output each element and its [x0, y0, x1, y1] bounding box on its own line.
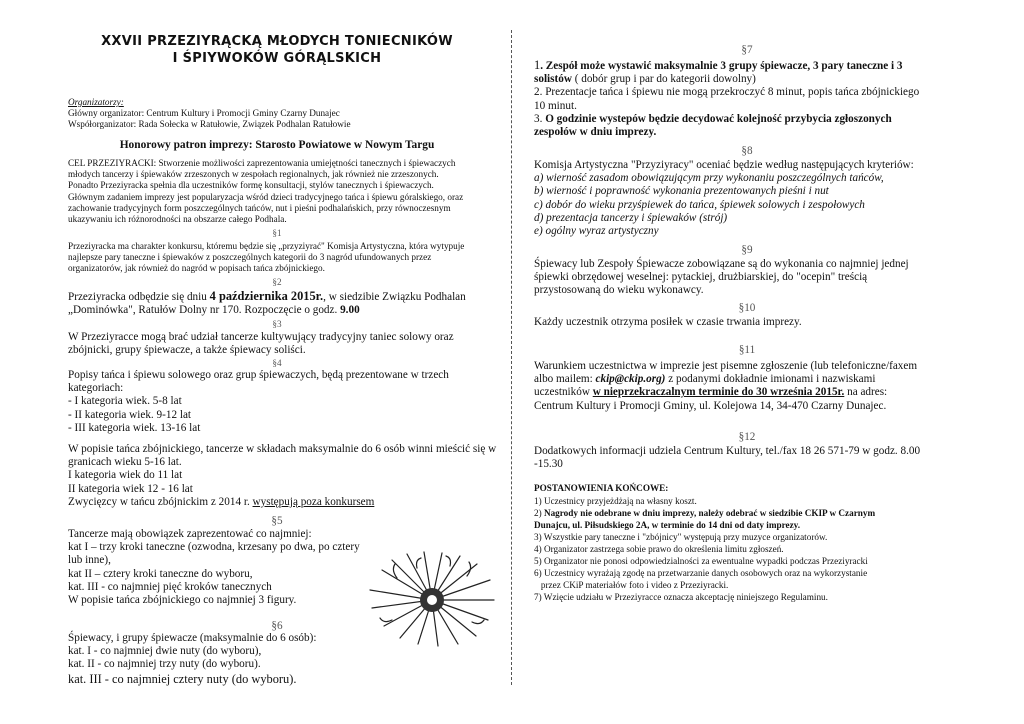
s11-text-d: na adres: [844, 386, 888, 399]
zboj-line: granicach wieku 5-16 lat. [68, 456, 182, 469]
s6-line: Śpiewacy, i grupy śpiewacze (maksymalnie do 6 osób): [68, 632, 317, 644]
s7-point-1: . Zespół może wystawić maksymalnie 3 grupy śpiewacze, 3 pary taneczne i 3 [540, 60, 903, 72]
winners-underlined: występują poza konkursem [252, 495, 375, 508]
section-8-heading: §8 [741, 145, 753, 157]
section-7-text [534, 59, 919, 139]
s7-soloists: solistów [534, 73, 572, 86]
s9-line: Śpiewacy lub Zespoły Śpiewacze zobowiązane są do wykonania co najmniej jednej [534, 258, 909, 270]
final-item: 7) Wzięcie udziału w Przeziyracce oznacza akceptację niniejszego Regulaminu. [534, 592, 828, 602]
s4-line: - I kategoria wiek. 5-8 lat [68, 395, 182, 408]
goal-line: ukazywaniu ich różnorodności na obszarze całego Podhala. [68, 214, 287, 225]
s8-item: d) prezentacja tancerzy i śpiewaków (strój) [534, 211, 728, 224]
s5-line: lub inne), [68, 554, 111, 567]
s1-line: Przeziyracka ma charakter konkursu, któremu będzie się „przyziyrać" Komisja Artystyczna, która wytypuje [68, 241, 465, 251]
s9-line: śpiewki obrzędowej weselnej: pytackiej, drużbiarskiej, do "ocepin" treścią [534, 271, 868, 284]
s11-address: Centrum Kultury i Promocji Gminy, ul. Kolejowa 14, 34-470 Czarny Dunajec. [534, 399, 887, 412]
s1-line: najlepsze pary taneczne i śpiewaków z poszczególnych kategorii do 3 nagród ufundowanych przez [68, 252, 432, 263]
s8-item: b) wierność i poprawność wykonania prezentowanych pieśni i nut [534, 185, 829, 198]
section-8-text [534, 159, 914, 238]
section-1-text [68, 241, 464, 275]
s9-line: przystosowaną do wieku wykonawcy. [534, 284, 704, 297]
final-item: 1) Uczestnicy przyjeżdżają na własny koszt. [534, 496, 697, 506]
goal-line: Ponadto Przeziyracka spełnia dla uczestników formę konsultacji, stylów tanecznych i śpiewaczych. [68, 180, 434, 191]
zboj-line: I kategoria wiek do 11 lat [68, 469, 183, 482]
start-time: 9.00 [340, 304, 360, 317]
final-item: 6) Uczestnicy wyrażają zgodę na przetwarzanie danych osobowych oraz na wykorzystanie [534, 568, 868, 578]
s7-point-1-note: ( dobór grup i par do kategorii dowolny) [571, 73, 756, 86]
s3-line: zbójnicki, grupy śpiewacze, a także śpiewacy soliści. [68, 344, 306, 357]
title-line-2: I ŚPIYWOKÓW GÓRĄLSKICH [172, 51, 382, 66]
s8-item: e) ogólny wyraz artystyczny [534, 225, 659, 238]
s11-text-b: z podanymi dokładnie imionami i nazwiskami [665, 373, 876, 386]
thistle-illustration [362, 550, 502, 648]
final-item-2-num: 2) [534, 508, 544, 518]
s7-point-3: O godzinie wystepów będzie decydować kolejność przybycia zgłoszonych [545, 112, 892, 125]
s12-line: Dodatkowych informacji udziela Centrum Kultury, tel./fax 18 26 571-79 w godz. 8.00 [534, 445, 921, 457]
s8-item: c) dobór do wieku przyśpiewek do tańca, śpiewek solowych i zespołowych [534, 198, 865, 211]
s8-item: a) wierność zasadom obowiązującym przy wykonaniu poszczególnych tańców, [534, 172, 884, 185]
s7-num: 1 [534, 58, 541, 72]
final-provisions-list [534, 495, 875, 603]
section-12-heading: §12 [738, 431, 756, 443]
zbojnicki-text [68, 443, 496, 509]
s12-line: -15.30 [534, 458, 563, 471]
section-5-text [68, 528, 360, 607]
s2-text-a: Przeziyracka odbędzie się dniu [68, 291, 210, 303]
s6-line: kat. II - co najmniej trzy nuty (do wyboru). [68, 658, 261, 671]
section-4-heading: §4 [272, 358, 282, 368]
final-item-2-cont: Dunajcu, ul. Piłsudskiego 2A, w terminie do 14 dni od daty imprezy. [534, 520, 801, 530]
section-4-text [68, 369, 449, 435]
s8-intro: Komisja Artystyczna "Przyziyracy" oceniać będzie według następujących kryteriów: [534, 159, 914, 171]
s11-text-c: uczestników [534, 386, 593, 399]
s5-line: kat I – trzy kroki taneczne (ozwodna, krzesany po dwa, po cztery [68, 541, 360, 554]
section-10-text: Każdy uczestnik otrzyma posiłek w czasie trwania imprezy. [534, 316, 802, 328]
section-6-heading: §6 [271, 620, 283, 632]
title-line-1: XXVII PRZEZIYRĄCKĄ MŁODYCH TONIECNIKÓW [101, 34, 453, 49]
co-organizer: Współorganizator: Rada Sołecka w Ratułowie, Związek Podhalan Ratułowie [68, 119, 351, 129]
goal-line: Głównym zadaniem imprezy jest popularyzacja wśród dzieci tradycyjnego tańca i śpiewu góralskiego, oraz [68, 191, 464, 202]
goal-text [68, 158, 463, 225]
main-organizer: Główny organizator: Centrum Kultury i Promocji Gminy Czarny Dunajec [68, 108, 340, 118]
section-2-text [68, 290, 466, 317]
s7-num-3: 3. [534, 112, 546, 125]
s7-line: 10 minut. [534, 99, 577, 112]
section-6-text [68, 632, 316, 687]
s5-line: W popisie tańca zbójnickiego co najmniej 3 figury. [68, 594, 297, 607]
s5-line: kat. III - co najmniej pięć kroków tanecznych [68, 580, 272, 593]
section-12-text [534, 445, 920, 471]
s4-line: kategoriach: [68, 382, 124, 395]
goal-line: CEL PRZEZIYRACKI: Stworzenie możliwości zaprezentowania umiejętności tanecznych i śpiewaczych [68, 158, 456, 168]
section-10-heading: §10 [738, 302, 756, 314]
final-provisions-title: POSTANOWIENIA KOŃCOWE: [534, 483, 669, 493]
s2-text-b: , w siedzibie Związku Podhalan [323, 291, 466, 303]
goal-line: zachowanie tradycyjnych form poszczególnych tańców, nut i pieśni podhalańskich, przy równoczesnym [68, 202, 451, 213]
s2-text-c: „Dominówka", Ratułów Dolny nr 170. Rozpoczęcie o godz. [68, 304, 341, 317]
s4-line: Popisy tańca i śpiewu solowego oraz grup śpiewaczych, będą prezentowane w trzech [68, 369, 449, 381]
final-item: 3) Wszystkie pary taneczne i "zbójnicy" występują przy muzyce organizatorów. [534, 532, 828, 542]
event-date: 4 października 2015r. [209, 289, 324, 303]
s6-line: kat. I - co najmniej dwie nuty (do wyboru), [68, 645, 262, 658]
goal-line: młodych tancerzy i śpiewaków zrzeszonych w zespołach regionalnych, jak również nie zrzeszonych. [68, 169, 439, 180]
s4-line: - II kategoria wiek. 9-12 lat [68, 408, 192, 421]
s7-line: 2. Prezentacje tańca i śpiewu nie mogą przekroczyć 8 minut, popis tańca zbójnickiego [534, 86, 920, 99]
section-9-text [534, 258, 909, 298]
final-item-2: Nagrody nie odebrane w dniu imprezy, należy odebrać w siedzibie CKIP w Czarnym [543, 508, 876, 518]
zboj-line: W popisie tańca zbójnickiego, tancerze w składach maksymalnie do 6 osób winni mieścić się w [68, 443, 497, 455]
s1-line: organizatorów, jak również do nagród w popisach tańca zbójnickiego. [68, 263, 325, 274]
column-divider [511, 30, 512, 685]
section-9-heading: §9 [741, 244, 753, 256]
honorary-patron: Honorowy patron imprezy: Starosto Powiatowe w Nowym Targu [119, 139, 435, 151]
s5-line: Tancerze mają obowiązek zaprezentować co najmniej: [68, 528, 312, 540]
zboj-line: II kategoria wiek 12 - 16 lat [68, 482, 193, 495]
section-5-heading: §5 [271, 515, 283, 527]
section-1-heading: §1 [272, 228, 282, 238]
s4-line: - III kategoria wiek. 13-16 lat [68, 421, 201, 434]
final-item: 4) Organizator zastrzega sobie prawo do określenia limitu zgłoszeń. [534, 544, 784, 554]
organizers-label: Organizatorzy: [68, 97, 124, 107]
s3-line: W Przeziyracce mogą brać udział tancerze kultywujący tradycyjny taniec solowy oraz [68, 331, 454, 343]
section-11-text [534, 360, 917, 413]
s11-text-a: albo mailem: [534, 373, 596, 386]
winners-text: Zwycięzcy w tańcu zbójnickim z 2014 r. [68, 495, 253, 508]
s5-line: kat II – cztery kroki taneczne do wyboru, [68, 567, 253, 580]
section-2-heading: §2 [272, 277, 282, 287]
s7-point-3-cont: zespołów w dniu imprezy. [534, 126, 657, 139]
section-11-heading: §11 [738, 344, 756, 356]
section-3-text [68, 331, 454, 357]
final-item: 5) Organizator nie ponosi odpowiedzialności za ewentualne wypadki podczas Przeziyracki [534, 556, 868, 566]
final-item: przez CKiP materiałów foto i video z Przeziyracki. [534, 580, 729, 590]
application-deadline: w nieprzekraczalnym terminie do 30 września 2015r. [592, 386, 845, 399]
section-3-heading: §3 [272, 319, 282, 329]
section-7-heading: §7 [741, 44, 753, 56]
s6-last-line: kat. III - co najmniej cztery nuty (do wyboru). [68, 671, 297, 686]
contact-email: ckip@ckip.org) [595, 373, 666, 386]
s11-line-1: Warunkiem uczestnictwa w imprezie jest pisemne zgłoszenie (lub telefoniczne/faxem [534, 360, 918, 372]
